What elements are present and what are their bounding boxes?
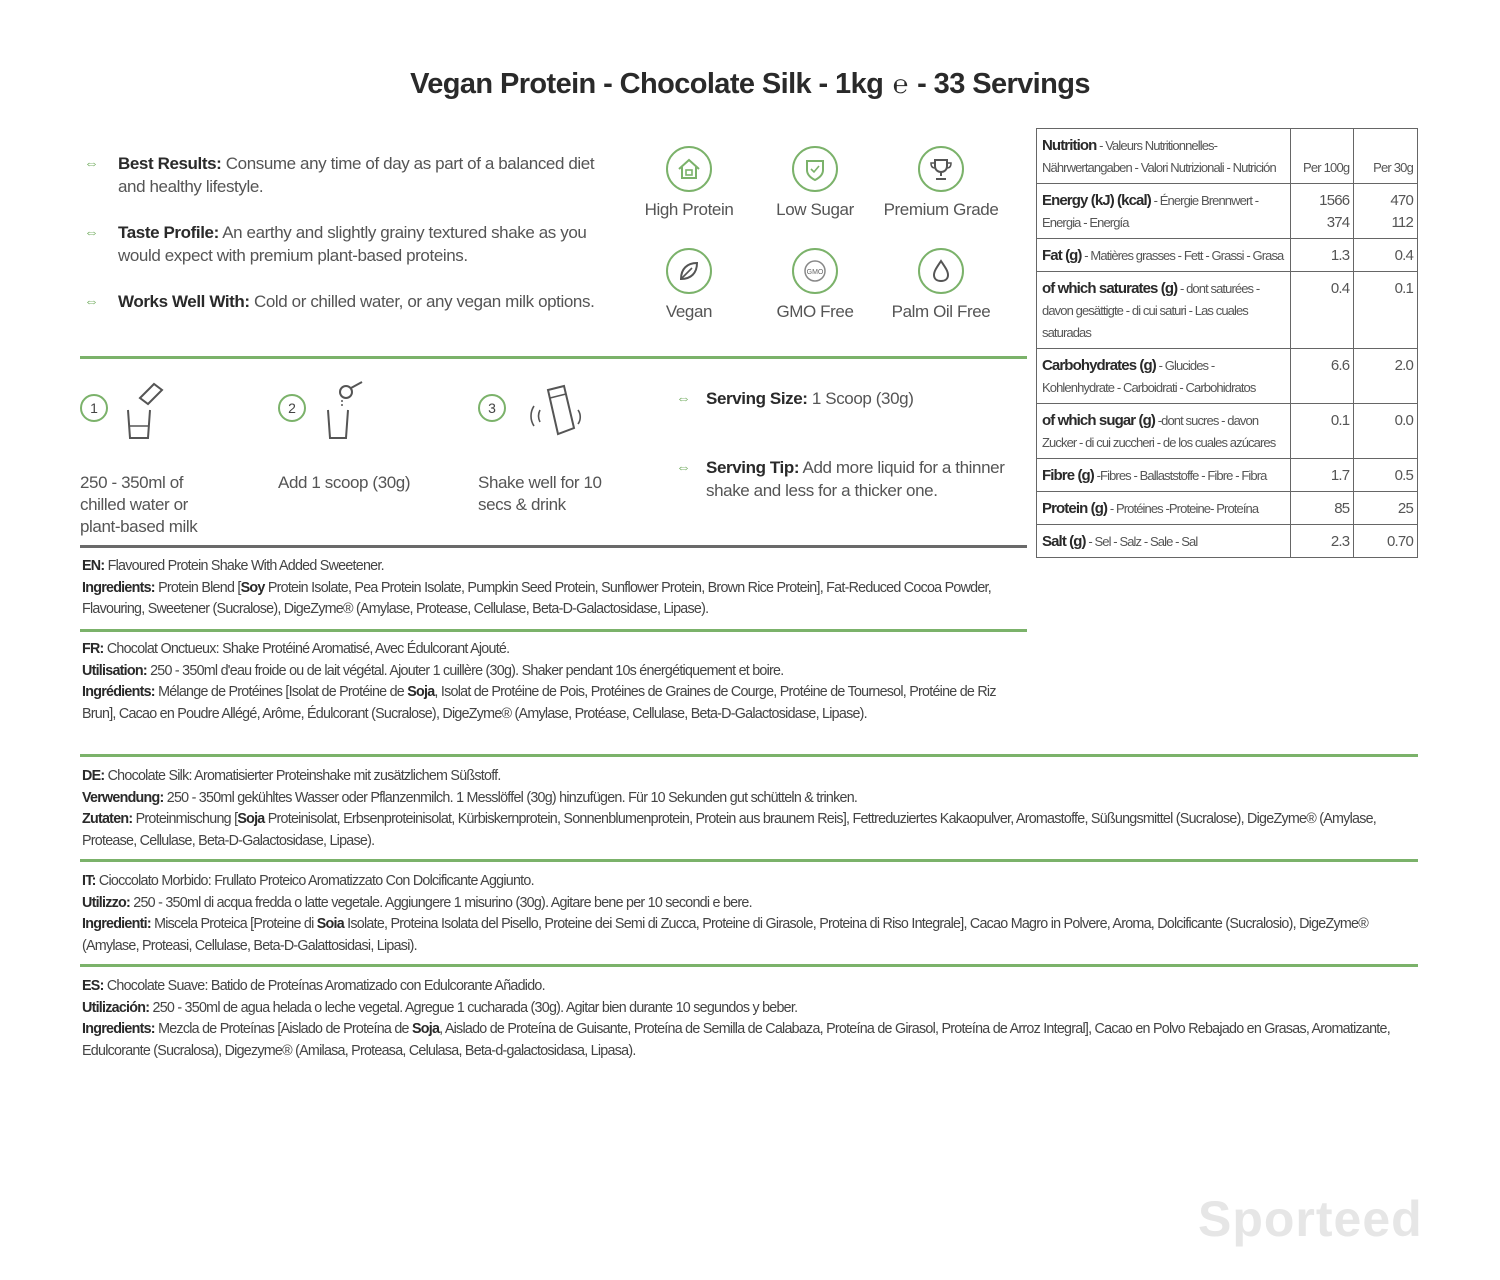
gmo-icon: [792, 248, 838, 294]
info-works-well-with: [84, 290, 614, 313]
usage-text: 250 - 350ml d'eau froide ou de lait végétal. Ajouter 1 cuillère (30g). Shaker pendant 10s énergétiquement et boire.: [150, 662, 784, 679]
badge-label: Palm Oil Free: [891, 302, 991, 321]
gmo-icon-text: GMO: [806, 269, 824, 276]
lang-block-es: [82, 976, 1402, 1062]
nutrient-name: Fat (g) - Matières grasses - Fett - Grassi - Grasa: [1042, 247, 1284, 264]
usage-label: Utilizzo:: [82, 894, 131, 911]
value-per-30g: 25: [1353, 492, 1417, 524]
value-per-30g: 0.1: [1353, 272, 1417, 348]
section-divider: [80, 754, 1418, 757]
badge-vegan: [629, 248, 749, 322]
info-text: Consume any time of day as part of a balanced diet and healthy lifestyle.: [118, 154, 595, 196]
arrow-icon: ⇔: [84, 224, 99, 241]
estimated-sign: ℮: [892, 69, 908, 99]
info-label: Best Results:: [118, 154, 222, 173]
ingredients-text: Proteinmischung [: [135, 811, 238, 827]
column-header-per-100g: Per 100g: [1290, 129, 1354, 183]
badge-label: Vegan: [665, 302, 713, 321]
allergen: Soja: [411, 1021, 440, 1037]
trophy-icon: [918, 146, 964, 192]
nutrition-row-sugar: [1037, 404, 1417, 459]
nutrition-header-cell: [1037, 129, 1290, 183]
badge-low-sugar: [755, 146, 875, 220]
lang-block-en: [82, 556, 1022, 621]
arrow-icon: ⇔: [676, 390, 691, 407]
leaf-icon: [666, 248, 712, 294]
serving-text: 1 Scoop (30g): [811, 389, 914, 408]
ingredients-text: Miscela Proteica [Proteine di: [154, 916, 317, 932]
nutrient-name: of which sugar (g) -dont sucres - davon Zucker - di cui zuccheri - de los cuales azúcares: [1042, 412, 1276, 450]
nutrition-heading-sub: - Valeurs Nutritionnelles- Nährwertangaben - Valori Nutrizionali - Nutrición: [1042, 138, 1276, 175]
ingredients-text: Protein Isolate, Pea Protein Isolate, Pumpkin Seed Protein, Sunflower Protein, Brown Rice Protein], Fat-Reduced Cocoa Powder, Flavouring, Sweetener (Sucralose), DigeZyme® (Amylase, Protease, Cellulase, Beta-D-Galactosidase, Lipase).: [82, 579, 992, 617]
usage-text: 250 - 350ml di acqua fredda o latte vegetale. Aggiungere 1 misurino (30g). Agitare bene per 10 secondi e bere.: [133, 894, 752, 911]
section-divider: [80, 545, 1027, 548]
info-label: Taste Profile:: [118, 223, 219, 242]
value-per-100g: 85: [1290, 492, 1354, 524]
ingredients-label: Ingredients:: [82, 1021, 155, 1037]
lang-desc: Chocolate Silk: Aromatisierter Proteinshake mit zusätzlichem Süßstoff.: [107, 768, 501, 784]
ingredients-label: Ingredienti:: [82, 916, 151, 932]
step-text: Shake well for 10 secs & drink: [478, 473, 602, 514]
nutrient-name: Carbohydrates (g) - Glucides - Kohlenhydrate - Carboidrati - Carbohidratos: [1042, 357, 1256, 395]
badge-label: Low Sugar: [776, 200, 854, 219]
value-per-100g: 0.1: [1290, 404, 1354, 458]
ingredients-text: Proteinisolat, Erbsenproteinisolat, Kürbiskernprotein, Sonnenblumenprotein, Protein aus braunem Reis], Fettreduziertes Kakaopulver, Aromastoffe, Süßungsmittel (Sucralose), DigeZyme® (Amylase, Protease, Cellulase, Beta-D-Galactosidase, Lipase).: [82, 811, 1377, 849]
watermark: Sporteed: [1198, 1191, 1423, 1247]
product-title: [0, 68, 1500, 101]
nutrition-row-fibre: [1037, 459, 1417, 492]
section-divider: [80, 629, 1027, 632]
badge-palm-oil-free: [881, 248, 1001, 322]
lang-code: DE:: [82, 768, 105, 784]
nutrient-name: Protein (g) - Protéines -Proteine- Proteína: [1042, 500, 1259, 517]
nutrition-row-saturates: [1037, 272, 1417, 349]
value-per-30g: 0.4: [1353, 239, 1417, 271]
info-best-results: [84, 152, 614, 198]
lang-code: EN:: [82, 558, 105, 574]
nutrition-heading: Nutrition: [1042, 137, 1097, 154]
value-per-100g: 1.3: [1290, 239, 1354, 271]
badge-label: Premium Grade: [883, 200, 999, 219]
info-text: Cold or chilled water, or any vegan milk options.: [254, 292, 595, 311]
title-left: Vegan Protein - Chocolate Silk - 1kg: [410, 68, 884, 100]
value-per-100g: 1566 374: [1290, 184, 1354, 238]
value-per-100g: 1.7: [1290, 459, 1354, 491]
badge-premium-grade: [881, 146, 1001, 220]
step-number: 2: [278, 394, 306, 422]
step-text: 250 - 350ml of chilled water or plant-based milk: [80, 473, 198, 536]
step-number: 1: [80, 394, 108, 422]
serving-text: Add more liquid for a thinner shake and less for a thicker one.: [706, 458, 1005, 500]
nutrition-header-row: [1037, 129, 1417, 184]
step-text: Add 1 scoop (30g): [278, 473, 411, 492]
info-label: Works Well With:: [118, 292, 250, 311]
lang-desc: Cioccolato Morbido: Frullato Proteico Aromatizzato Con Dolcificante Aggiunto.: [98, 873, 534, 889]
serving-size: [676, 387, 1026, 410]
lang-block-de: [82, 766, 1402, 852]
value-per-30g: 0.0: [1353, 404, 1417, 458]
lang-code: FR:: [82, 641, 104, 657]
ingredients-text: Mezcla de Proteínas [Aislado de Proteína de: [158, 1021, 412, 1037]
allergen: Soy: [240, 579, 265, 596]
nutrient-name: of which saturates (g) - dont saturées - davon gesättigte - di cui saturi - Las cuales saturadas: [1042, 280, 1260, 340]
lang-code: IT:: [82, 873, 96, 889]
lang-desc: Chocolat Onctueux: Shake Protéiné Aromatisé, Avec Édulcorant Ajouté.: [106, 641, 510, 657]
section-divider: [80, 964, 1418, 967]
column-header-per-30g: Per 30g: [1353, 129, 1417, 183]
ingredients-label: Ingrédients:: [82, 684, 155, 700]
allergen: Soja: [237, 811, 265, 827]
nutrition-row-protein: [1037, 492, 1417, 525]
house-icon: [666, 146, 712, 192]
nutrition-row-fat: [1037, 239, 1417, 272]
value-per-30g: 470 112: [1353, 184, 1417, 238]
lang-desc: Chocolate Suave: Batido de Proteínas Aromatizado con Edulcorante Añadido.: [106, 978, 545, 994]
info-taste-profile: [84, 221, 614, 267]
arrow-icon: ⇔: [84, 293, 99, 310]
serving-label: Serving Tip:: [706, 458, 800, 477]
ingredients-label: Zutaten:: [82, 811, 133, 827]
nutrition-row-energy: [1037, 184, 1417, 239]
serving-label: Serving Size:: [706, 389, 808, 408]
usage-label: Utilización:: [82, 999, 150, 1016]
step-number: 3: [478, 394, 506, 422]
allergen: Soja: [407, 684, 435, 700]
ingredients-text: , Isolat de Protéine de Pois, Protéines de Graines de Courge, Protéine de Tournesol, Protéine de Riz Brun], Cacao en Poudre Allégé, Arôme, Édulcorant (Sucralose), DigeZyme® (Amylase, Protéase, Cellulase, Beta-D-Galactosidase, Lipase).: [82, 684, 996, 722]
usage-text: 250 - 350ml gekühltes Wasser oder Pflanzenmilch. 1 Messlöffel (30g) hinzufügen. Für 10 Sekunden gut schütteln & trinken.: [166, 789, 858, 806]
ingredients-text: , Aislado de Proteína de Guisante, Proteína de Semilla de Calabaza, Proteína de Girasol, Proteína de Arroz Integral], Cacao en Polvo Rebajado en Grasas, Aromatizante, Edulcorante (Sucralosa), Digezyme® (Amilasa, Proteasa, Celulasa, Beta-d-galactosidasa, Lipasa).: [82, 1021, 1390, 1059]
ingredients-label: Ingredients:: [82, 579, 155, 596]
drop-icon: [918, 248, 964, 294]
nutrient-name: Salt (g) - Sel - Salz - Sale - Sal: [1042, 533, 1198, 550]
value-per-100g: 6.6: [1290, 349, 1354, 403]
badge-label: GMO Free: [776, 302, 854, 321]
value-per-100g: 0.4: [1290, 272, 1354, 348]
usage-label: Verwendung:: [82, 789, 164, 806]
lang-block-it: [82, 871, 1402, 957]
usage-text: 250 - 350ml de agua helada o leche vegetal. Agregue 1 cucharada (30g). Agitar bien durante 10 segundos y beber.: [152, 999, 798, 1016]
scoop-glass-icon: [318, 380, 374, 446]
nutrient-name: Fibre (g) -Fibres - Ballaststoffe - Fibre - Fibra: [1042, 467, 1267, 484]
lang-code: ES:: [82, 978, 104, 994]
nutrition-row-salt: [1037, 525, 1417, 557]
ingredients-text: Isolate, Proteina Isolata del Pisello, Proteine dei Semi di Zucca, Proteine di Girasole, Proteina di Riso Integrale], Cacao Magro in Polvere, Aroma, Dolcificante (Sucralosio), DigeZyme® (Amylase, Proteasi, Cellulase, Beta-D-Galattosidasi, Lipasi).: [82, 916, 1369, 954]
shield-icon: [792, 146, 838, 192]
value-per-30g: 0.70: [1353, 525, 1417, 557]
badge-high-protein: [629, 146, 749, 220]
ingredients-text: Protein Blend [: [158, 579, 241, 596]
lang-block-fr: [82, 639, 1022, 725]
nutrition-table: [1036, 128, 1418, 558]
info-text: An earthy and slightly grainy textured shake as you would expect with premium plant-based proteins.: [118, 223, 587, 265]
nutrition-row-carbohydrates: [1037, 349, 1417, 404]
title-right: - 33 Servings: [917, 68, 1090, 100]
value-per-100g: 2.3: [1290, 525, 1354, 557]
badge-gmo-free: [755, 248, 875, 322]
shaker-icon: [522, 380, 586, 446]
nutrient-name: Energy (kJ) (kcal) - Énergie Brennwert - Energia - Energía: [1042, 192, 1259, 230]
badge-label: High Protein: [644, 200, 734, 219]
section-divider: [80, 859, 1418, 862]
allergen: Soia: [316, 916, 344, 932]
usage-label: Utilisation:: [82, 662, 147, 679]
serving-tip: [676, 456, 1026, 502]
glass-pour-icon: [120, 380, 176, 446]
section-divider: [80, 356, 1027, 359]
lang-desc: Flavoured Protein Shake With Added Sweetener.: [107, 558, 384, 574]
arrow-icon: ⇔: [84, 155, 99, 172]
value-per-30g: 2.0: [1353, 349, 1417, 403]
ingredients-text: Mélange de Protéines [Isolat de Protéine de: [158, 684, 408, 700]
value-per-30g: 0.5: [1353, 459, 1417, 491]
arrow-icon: ⇔: [676, 459, 691, 476]
